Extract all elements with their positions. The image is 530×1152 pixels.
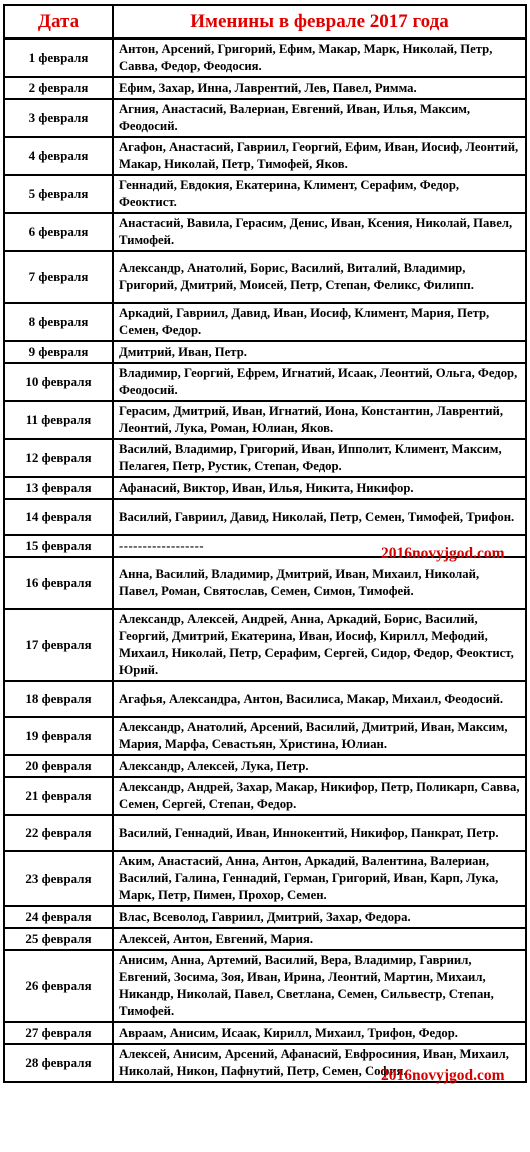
name-days-table [3,4,527,1083]
row-date: 25 февраля [4,928,113,950]
row-date: 10 февраля [4,363,113,401]
row-names: Аркадий, Гавриил, Давид, Иван, Иосиф, Климент, Мария, Петр, Семен, Федор. [113,303,526,341]
row-date: 2 февраля [4,77,113,99]
row-names: Авраам, Анисим, Исаак, Кирилл, Михаил, Трифон, Федор. [113,1022,526,1044]
row-names: Антон, Арсений, Григорий, Ефим, Макар, Марк, Николай, Петр, Савва, Федор, Феодосия. [113,39,526,77]
table-row [4,341,526,363]
row-names: Афанасий, Виктор, Иван, Илья, Никита, Никифор. [113,477,526,499]
row-date: 6 февраля [4,213,113,251]
watermark-1: 2016novyjgod.com [381,545,505,562]
row-date: 5 февраля [4,175,113,213]
table-row [4,137,526,175]
table-row [4,439,526,477]
table-row [4,928,526,950]
row-date: 20 февраля [4,755,113,777]
row-date: 23 февраля [4,851,113,906]
row-names: Александр, Андрей, Захар, Макар, Никифор, Петр, Поликарп, Савва, Семен, Сергей, Степан, Федор. [113,777,526,815]
table-row [4,815,526,851]
row-date: 18 февраля [4,681,113,717]
row-names: ------------------ [113,535,526,557]
row-names: Агафья, Александра, Антон, Василиса, Макар, Михаил, Феодосий. [113,681,526,717]
row-date: 15 февраля [4,535,113,557]
table-row [4,609,526,681]
row-date: 14 февраля [4,499,113,535]
row-date: 28 февраля [4,1044,113,1082]
row-names: Анисим, Анна, Артемий, Василий, Вера, Владимир, Гавриил, Евгений, Зосима, Зоя, Иван, Ирина, Леонтий, Мартин, Михаил, Никандр, Николай, Павел, Светлана, Семен, Сильвестр, Степан, Тимофей. [113,950,526,1022]
table-row [4,906,526,928]
row-date: 13 февраля [4,477,113,499]
row-names: Василий, Владимир, Григорий, Иван, Ипполит, Климент, Максим, Пелагея, Петр, Рустик, Степан, Федор. [113,439,526,477]
row-date: 8 февраля [4,303,113,341]
row-names: Агафон, Анастасий, Гавриил, Георгий, Ефим, Иван, Иосиф, Леонтий, Макар, Николай, Петр, Тимофей, Яков. [113,137,526,175]
row-names: Аким, Анастасий, Анна, Антон, Аркадий, Валентина, Валериан, Василий, Галина, Геннадий, Герман, Григорий, Иван, Карп, Лука, Марк, Петр, Пимен, Прохор, Семен. [113,851,526,906]
row-date: 3 февраля [4,99,113,137]
table-row [4,39,526,77]
table-row [4,77,526,99]
table-row [4,499,526,535]
row-names: Владимир, Георгий, Ефрем, Игнатий, Исаак, Леонтий, Ольга, Федор, Феодосий. [113,363,526,401]
row-names: Дмитрий, Иван, Петр. [113,341,526,363]
row-date: 26 февраля [4,950,113,1022]
table-row [4,213,526,251]
row-names: Александр, Алексей, Лука, Петр. [113,755,526,777]
table-row [4,681,526,717]
table-row [4,557,526,609]
row-names: Василий, Геннадий, Иван, Иннокентий, Никифор, Панкрат, Петр. [113,815,526,851]
row-names: Анастасий, Вавила, Герасим, Денис, Иван, Ксения, Николай, Павел, Тимофей. [113,213,526,251]
row-names: Геннадий, Евдокия, Екатерина, Климент, Серафим, Федор, Феоктист. [113,175,526,213]
table-row [4,175,526,213]
table-row [4,1022,526,1044]
row-names: Александр, Анатолий, Арсений, Василий, Дмитрий, Иван, Максим, Мария, Марфа, Севастьян, Христина, Юлиан. [113,717,526,755]
row-date: 12 февраля [4,439,113,477]
table-row [4,251,526,303]
table-row [4,851,526,906]
table-row [4,303,526,341]
row-names: Влас, Всеволод, Гавриил, Дмитрий, Захар, Федора. [113,906,526,928]
row-date: 4 февраля [4,137,113,175]
row-names: Александр, Алексей, Андрей, Анна, Аркадий, Борис, Василий, Георгий, Дмитрий, Екатерина, Иван, Иосиф, Кирилл, Мефодий, Михаил, Николай, Петр, Серафим, Сергей, Сидор, Федор, Феоктист, Юрий. [113,609,526,681]
table-header-row [4,5,526,39]
row-date: 21 февраля [4,777,113,815]
row-date: 24 февраля [4,906,113,928]
table-row [4,717,526,755]
row-date: 22 февраля [4,815,113,851]
row-names: Алексей, Антон, Евгений, Мария. [113,928,526,950]
row-date: 16 февраля [4,557,113,609]
table-row [4,777,526,815]
row-names: Агния, Анастасий, Валериан, Евгений, Иван, Илья, Максим, Феодосий. [113,99,526,137]
table-row [4,363,526,401]
table-row [4,755,526,777]
row-date: 7 февраля [4,251,113,303]
table-row [4,950,526,1022]
row-names: Василий, Гавриил, Давид, Николай, Петр, Семен, Тимофей, Трифон. [113,499,526,535]
row-date: 27 февраля [4,1022,113,1044]
header-names: Именины в феврале 2017 года [113,5,526,39]
row-date: 11 февраля [4,401,113,439]
row-date: 17 февраля [4,609,113,681]
table-row [4,401,526,439]
row-date: 1 февраля [4,39,113,77]
row-names: Ефим, Захар, Инна, Лаврентий, Лев, Павел, Римма. [113,77,526,99]
watermark-2: 2016novyjgod.com [381,1067,505,1084]
row-names: Анна, Василий, Владимир, Дмитрий, Иван, Михаил, Николай, Павел, Роман, Святослав, Семен, Симон, Тимофей. [113,557,526,609]
row-names: Алексей, Анисим, Арсений, Афанасий, Евфросиния, Иван, Михаил, Николай, Никон, Пафнутий, Петр, Семен, София. [113,1044,526,1082]
table-row [4,99,526,137]
table-row [4,477,526,499]
row-date: 19 февраля [4,717,113,755]
row-names: Александр, Анатолий, Борис, Василий, Виталий, Владимир, Григорий, Дмитрий, Моисей, Петр, Степан, Феликс, Филипп. [113,251,526,303]
header-date: Дата [4,5,113,39]
row-date: 9 февраля [4,341,113,363]
row-names: Герасим, Дмитрий, Иван, Игнатий, Иона, Константин, Лаврентий, Леонтий, Лука, Роман, Юлиан, Яков. [113,401,526,439]
